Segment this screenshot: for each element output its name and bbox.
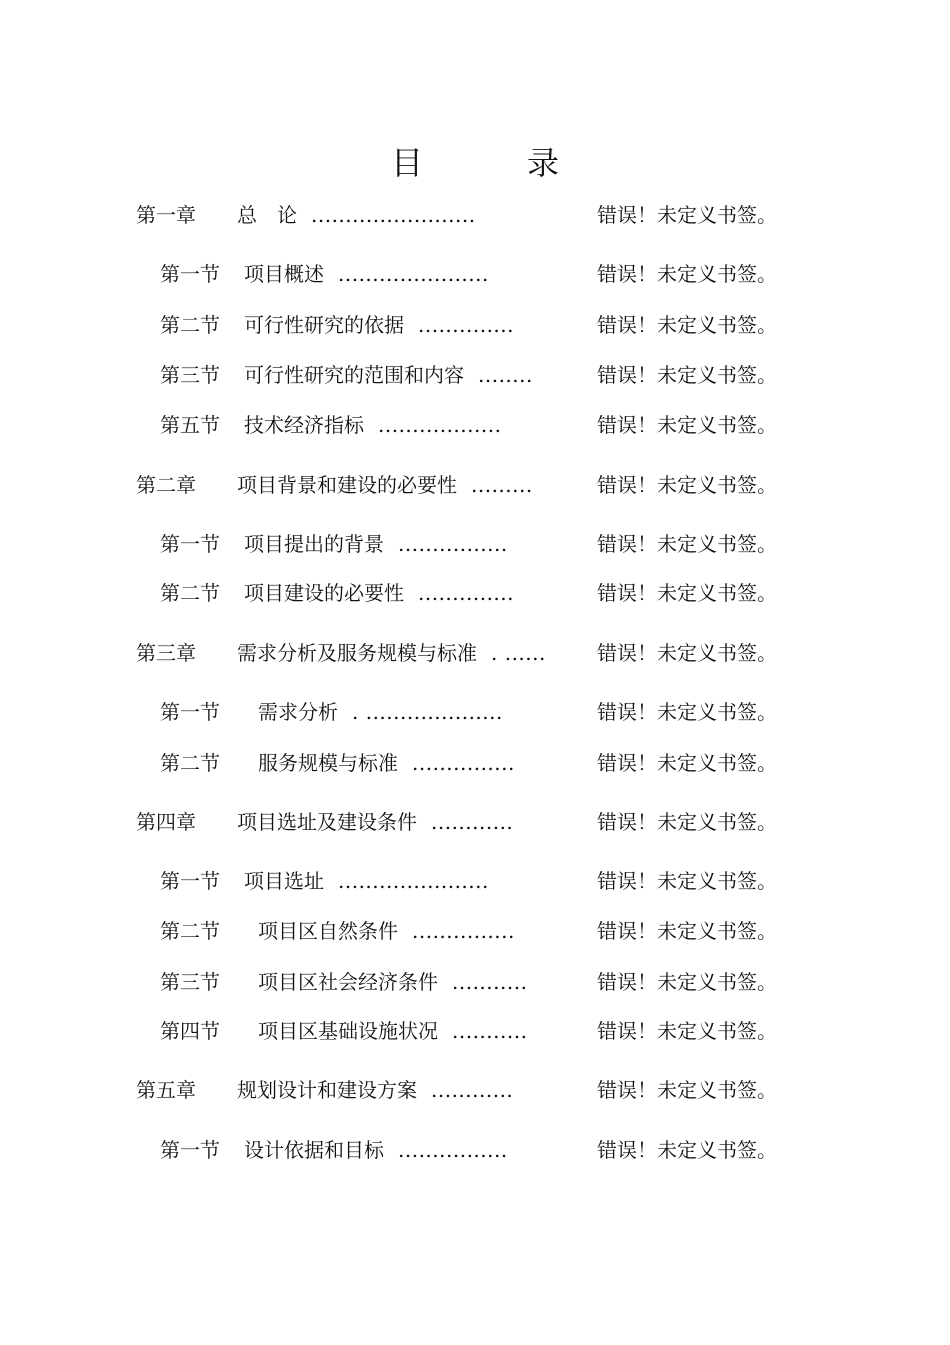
toc-entry-page-ref: 错误！未定义书签。: [597, 413, 777, 437]
toc-section-entry[interactable]: [0, 916, 950, 946]
toc-entry-leader-dots: ......................: [338, 869, 489, 893]
toc-entry-leader-dots: ......................: [338, 262, 489, 286]
toc-entry-leader-dots: .........: [471, 473, 533, 497]
toc-entry-number: 第一节: [160, 262, 220, 286]
toc-entry-title: 项目区社会经济条件: [258, 970, 438, 994]
toc-entry-leader-dots: . ......: [491, 641, 546, 665]
toc-entry-title: 项目提出的背景: [244, 532, 384, 556]
toc-entry-title: 可行性研究的依据: [244, 313, 404, 337]
toc-entry-number: 第二节: [160, 751, 220, 775]
toc-entry-page-ref: 错误！未定义书签。: [597, 313, 777, 337]
toc-section-entry[interactable]: [0, 360, 950, 390]
toc-chapter-entry[interactable]: [0, 200, 950, 230]
toc-entry-title: 项目背景和建设的必要性: [237, 473, 457, 497]
toc-entry-title: 项目选址: [244, 869, 324, 893]
toc-chapter-entry[interactable]: [0, 807, 950, 837]
toc-section-entry[interactable]: [0, 697, 950, 727]
toc-entry-leader-dots: ........................: [311, 203, 476, 227]
toc-section-entry[interactable]: [0, 866, 950, 896]
toc-entry-title: 规划设计和建设方案: [237, 1078, 417, 1102]
toc-entry-leader-dots: ................: [398, 532, 508, 556]
toc-entry-number: 第一节: [160, 869, 220, 893]
toc-entry-number: 第三章: [136, 641, 196, 665]
toc-entry-page-ref: 错误！未定义书签。: [597, 869, 777, 893]
toc-entry-number: 第二节: [160, 581, 220, 605]
toc-entry-leader-dots: ..................: [378, 413, 502, 437]
toc-entry-page-ref: 错误！未定义书签。: [597, 919, 777, 943]
toc-entry-title: 需求分析及服务规模与标准: [237, 641, 477, 665]
toc-entry-leader-dots: ................: [398, 1138, 508, 1162]
toc-entry-title: 项目选址及建设条件: [237, 810, 417, 834]
toc-entry-page-ref: 错误！未定义书签。: [597, 700, 777, 724]
toc-entry-title: 可行性研究的范围和内容: [244, 363, 464, 387]
toc-entry-page-ref: 错误！未定义书签。: [597, 581, 777, 605]
toc-chapter-entry[interactable]: [0, 470, 950, 500]
toc-entry-title: 总 论: [237, 203, 297, 227]
toc-entry-title: 项目区自然条件: [258, 919, 398, 943]
toc-section-entry[interactable]: [0, 1016, 950, 1046]
toc-entry-page-ref: 错误！未定义书签。: [597, 751, 777, 775]
toc-section-entry[interactable]: [0, 529, 950, 559]
toc-entry-leader-dots: ...............: [412, 919, 515, 943]
toc-entry-number: 第五章: [136, 1078, 196, 1102]
toc-entry-page-ref: 错误！未定义书签。: [597, 1078, 777, 1102]
toc-entry-leader-dots: ..............: [418, 313, 515, 337]
toc-entry-leader-dots: ............: [431, 1078, 514, 1102]
toc-entry-page-ref: 错误！未定义书签。: [597, 473, 777, 497]
toc-entry-page-ref: 错误！未定义书签。: [597, 532, 777, 556]
toc-entry-number: 第二节: [160, 313, 220, 337]
toc-entry-number: 第三节: [160, 970, 220, 994]
toc-entry-number: 第二章: [136, 473, 196, 497]
toc-entry-page-ref: 错误！未定义书签。: [597, 1019, 777, 1043]
toc-entry-page-ref: 错误！未定义书签。: [597, 970, 777, 994]
toc-title: 目 录: [390, 144, 595, 182]
toc-entry-number: 第一节: [160, 1138, 220, 1162]
toc-entry-number: 第四节: [160, 1019, 220, 1043]
toc-section-entry[interactable]: [0, 748, 950, 778]
toc-section-entry[interactable]: [0, 410, 950, 440]
toc-section-entry[interactable]: [0, 310, 950, 340]
toc-entry-leader-dots: ...........: [452, 970, 528, 994]
toc-section-entry[interactable]: [0, 967, 950, 997]
toc-entry-leader-dots: ..............: [418, 581, 515, 605]
toc-entry-number: 第一章: [136, 203, 196, 227]
toc-entry-number: 第五节: [160, 413, 220, 437]
toc-entry-leader-dots: ............: [431, 810, 514, 834]
toc-entry-number: 第一节: [160, 532, 220, 556]
toc-entry-page-ref: 错误！未定义书签。: [597, 203, 777, 227]
toc-entry-title: 设计依据和目标: [244, 1138, 384, 1162]
toc-entry-page-ref: 错误！未定义书签。: [597, 810, 777, 834]
toc-entry-leader-dots: . ....................: [352, 700, 503, 724]
toc-entry-leader-dots: ...............: [412, 751, 515, 775]
toc-section-entry[interactable]: [0, 259, 950, 289]
toc-entry-page-ref: 错误！未定义书签。: [597, 1138, 777, 1162]
toc-entry-title: 项目建设的必要性: [244, 581, 404, 605]
toc-entry-title: 技术经济指标: [244, 413, 364, 437]
toc-section-entry[interactable]: [0, 578, 950, 608]
toc-entry-leader-dots: ...........: [452, 1019, 528, 1043]
toc-entry-title: 需求分析: [258, 700, 338, 724]
toc-entry-page-ref: 错误！未定义书签。: [597, 262, 777, 286]
toc-entry-number: 第一节: [160, 700, 220, 724]
toc-entry-number: 第三节: [160, 363, 220, 387]
toc-entry-number: 第二节: [160, 919, 220, 943]
toc-entry-title: 服务规模与标准: [258, 751, 398, 775]
toc-section-entry[interactable]: [0, 1135, 950, 1165]
toc-entry-page-ref: 错误！未定义书签。: [597, 641, 777, 665]
toc-entry-page-ref: 错误！未定义书签。: [597, 363, 777, 387]
toc-chapter-entry[interactable]: [0, 1075, 950, 1105]
toc-entry-number: 第四章: [136, 810, 196, 834]
toc-entry-title: 项目概述: [244, 262, 324, 286]
toc-chapter-entry[interactable]: [0, 638, 950, 668]
toc-entry-title: 项目区基础设施状况: [258, 1019, 438, 1043]
toc-entry-leader-dots: ........: [478, 363, 533, 387]
